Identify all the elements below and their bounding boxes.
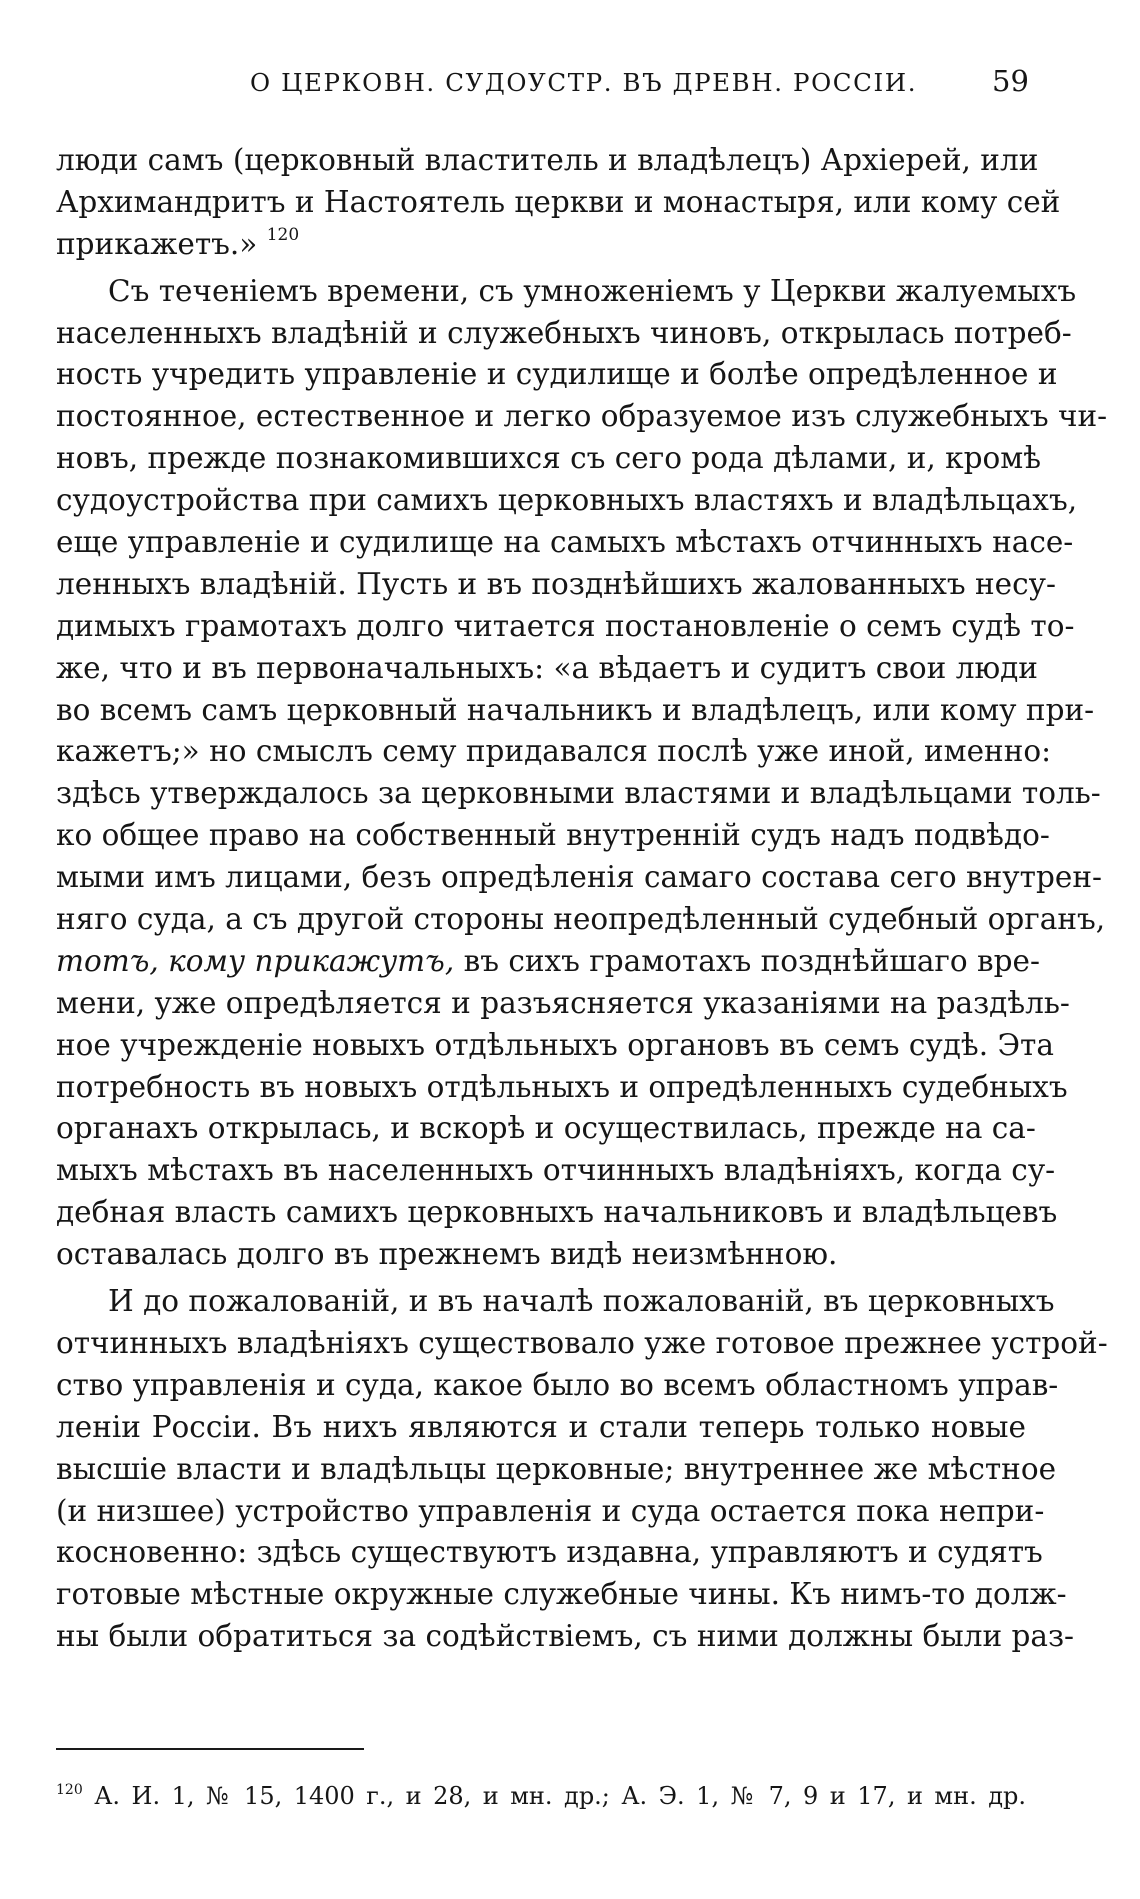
text-line: ны были обратиться за содѣйствіемъ, съ ними должны были раз-	[56, 1619, 1075, 1654]
text-line: мыми имъ лицами, безъ опредѣленія самаго состава сего внутрен-	[56, 860, 1102, 895]
text-line: готовые мѣстные окружные служебные чины. Къ нимъ-то долж-	[56, 1577, 1067, 1612]
text-line: же, что и въ первоначальныхъ: «а вѣдаетъ и судитъ свои люди	[56, 650, 1038, 685]
text-line: населенныхъ владѣній и служебныхъ чиновъ, открылась потреб-	[56, 315, 1072, 350]
text-line: мени, уже опредѣляется и разъясняется указаніями на раздѣль-	[56, 985, 1070, 1020]
italic-phrase: тотъ, кому прикажутъ,	[56, 943, 455, 978]
text-line: люди самъ (церковный властитель и владѣлецъ) Архіерей, или	[56, 143, 1039, 177]
text-line: Съ теченіемъ времени, съ умноженіемъ у Церкви жалуемыхъ	[108, 273, 1077, 308]
text-line: органахъ открылась, и вскорѣ и осуществилась, прежде на са-	[56, 1111, 1036, 1146]
text-line: Архимандритъ и Настоятель церкви и монастыря, или кому сей	[56, 184, 1061, 219]
text-line: новъ, прежде познакомившихся съ сего рода дѣлами, и, кромѣ	[56, 441, 1041, 476]
running-title: О ЦЕРКОВН. СУДОУСТР. ВЪ ДРЕВН. РОССІИ.	[250, 68, 918, 97]
text-line: оставалась долго въ прежнемъ видѣ неизмѣнною.	[56, 1237, 838, 1272]
text-line: дебная власть самихъ церковныхъ начальниковъ и владѣльцевъ	[56, 1195, 1058, 1230]
footnote-divider	[56, 1748, 364, 1750]
footnote-text: А. И. 1, № 15, 1400 г., и 28, и мн. др.; А. Э. 1, № 7, 9 и 17, и мн. др.	[94, 1782, 1026, 1810]
text-line: отчинныхъ владѣніяхъ существовало уже готовое прежнее устрой-	[56, 1325, 1108, 1360]
footnote-marker: 120	[56, 1782, 83, 1798]
text-line: судоустройства при самихъ церковныхъ властяхъ и владѣльцахъ,	[56, 483, 1078, 518]
page-number: 59	[992, 64, 1029, 98]
text-line-content: въ сихъ грамотахъ позднѣйшаго вре-	[454, 943, 1040, 978]
text-line: И до пожалованій, и въ началѣ пожалованій, въ церковныхъ	[108, 1284, 1055, 1319]
text-line: ленныхъ владѣній. Пусть и въ позднѣйшихъ жалованныхъ несу-	[56, 566, 1056, 601]
text-line	[56, 224, 1026, 266]
text-line: (и низшее) устройство управленія и суда остается пока непри-	[56, 1493, 1045, 1528]
text-line: ство управленія и суда, какое было во всемъ областномъ управ-	[56, 1367, 1059, 1402]
text-line: во всемъ самъ церковный начальникъ и владѣлецъ, или кому при-	[56, 692, 1095, 727]
text-line: ность учредить управленіе и судилище и болѣе опредѣленное и	[56, 357, 1058, 392]
body-text	[56, 140, 1108, 1658]
text-line-content: прикажетъ.»	[56, 226, 258, 261]
text-line	[56, 941, 1040, 983]
text-line: кажетъ;» но смыслъ сему придавался послѣ уже иной, именно:	[56, 734, 1052, 769]
text-line: косновенно: здѣсь существуютъ издавна, управляютъ и судятъ	[56, 1535, 1043, 1570]
text-line: димыхъ грамотахъ долго читается постановленіе о семъ судѣ то-	[56, 608, 1075, 643]
text-line: здѣсь утверждалось за церковными властями и владѣльцами толь-	[56, 776, 1101, 811]
text-line: няго суда, а съ другой стороны неопредѣленный судебный органъ,	[56, 902, 1106, 937]
footnote	[56, 1782, 1026, 1810]
footnote-reference: 120	[266, 224, 300, 245]
text-line: высшіе власти и владѣльцы церковные; внутреннее же мѣстное	[56, 1451, 1057, 1486]
text-line: еще управленіе и судилище на самыхъ мѣстахъ отчинныхъ насе-	[56, 525, 1074, 560]
text-line: леніи Россіи. Въ нихъ являются и стали теперь только новые	[56, 1409, 1026, 1444]
text-line: постоянное, естественное и легко образуемое изъ служебныхъ чи-	[56, 399, 1108, 434]
text-line: потребность въ новыхъ отдѣльныхъ и опредѣленныхъ судебныхъ	[56, 1069, 1068, 1104]
text-line: мыхъ мѣстахъ въ населенныхъ отчинныхъ владѣніяхъ, когда су-	[56, 1153, 1056, 1188]
text-line: ко общее право на собственный внутренній судъ надъ подвѣдо-	[56, 818, 1050, 853]
text-line: ное учрежденіе новыхъ отдѣльныхъ органовъ въ семъ судѣ. Эта	[56, 1027, 1054, 1062]
